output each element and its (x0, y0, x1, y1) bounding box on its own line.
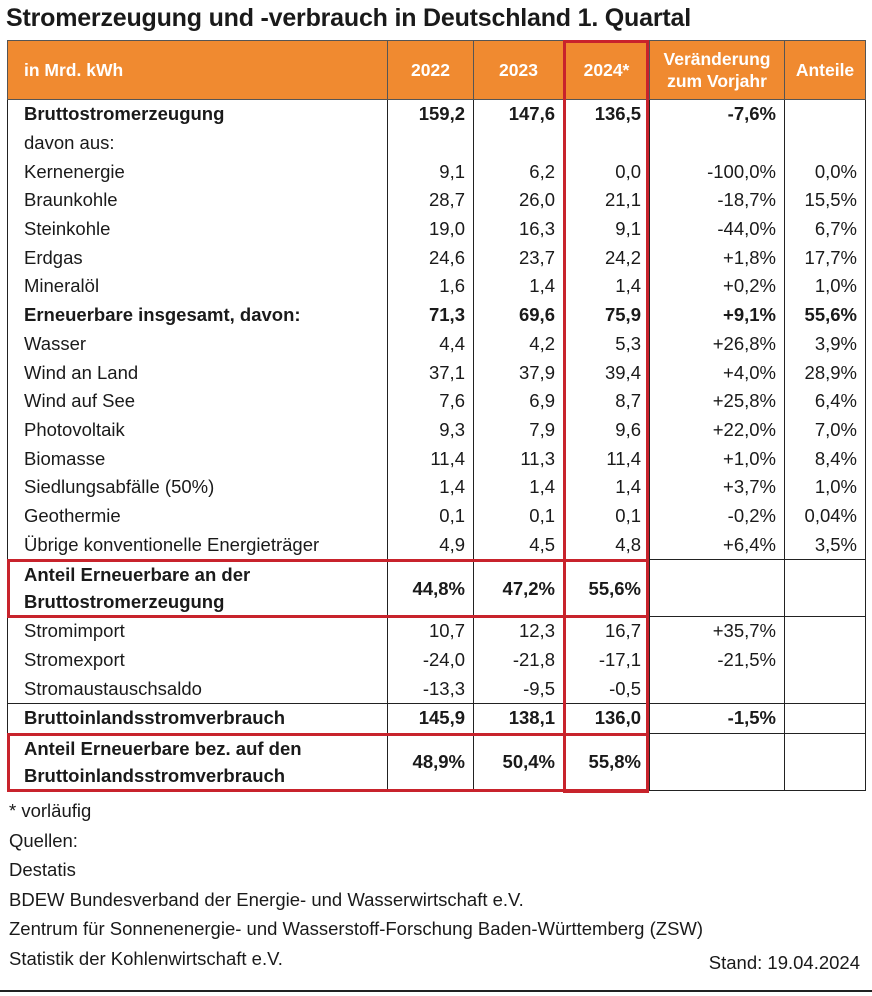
cell-share: 6,7% (785, 215, 866, 244)
cell-2022: 24,6 (388, 243, 474, 272)
cell-2022: 48,9% (388, 733, 474, 790)
row-label-line2: Bruttostromerzeugung (24, 591, 225, 612)
cell-2022: 7,6 (388, 387, 474, 416)
table-row (8, 387, 866, 416)
table-row (8, 416, 866, 445)
cell-2023: 138,1 (474, 704, 564, 734)
cell-share (785, 674, 866, 703)
cell-2022: 9,1 (388, 157, 474, 186)
table-row (8, 129, 866, 158)
cell-change: -100,0% (650, 157, 785, 186)
header-change (650, 41, 785, 100)
cell-change: +25,8% (650, 387, 785, 416)
cell-2024: 39,4 (564, 358, 650, 387)
header-2023: 2023 (474, 41, 564, 100)
row-label-line1: Anteil Erneuerbare bez. auf den (24, 737, 302, 759)
row-label: Braunkohle (8, 186, 388, 215)
cell-2024: 16,7 (564, 617, 650, 646)
cell-change: +22,0% (650, 416, 785, 445)
cell-2022: 28,7 (388, 186, 474, 215)
cell-change: -21,5% (650, 646, 785, 675)
source-item: Zentrum für Sonnenenergie- und Wasserstoff-Forschung Baden-Württemberg (ZSW) (9, 918, 704, 939)
row-label (8, 733, 388, 790)
sources-label: Quellen: (9, 829, 78, 851)
table-row (8, 674, 866, 703)
cell-2024: 24,2 (564, 243, 650, 272)
cell-change: -1,5% (650, 704, 785, 734)
table-row (8, 186, 866, 215)
cell-share: 1,0% (785, 473, 866, 502)
cell-2022: 19,0 (388, 215, 474, 244)
cell-share: 0,0% (785, 157, 866, 186)
table-header-row (8, 41, 866, 100)
cell-2022: 10,7 (388, 617, 474, 646)
table-row-share-consumption (8, 733, 866, 790)
cell-2023: 37,9 (474, 358, 564, 387)
cell-share (785, 704, 866, 734)
table-row (8, 243, 866, 272)
cell-share: 8,4% (785, 444, 866, 473)
cell-2024: 11,4 (564, 444, 650, 473)
cell-share: 28,9% (785, 358, 866, 387)
cell-change (650, 129, 785, 158)
row-label: Stromaustauschsaldo (8, 674, 388, 703)
cell-2023 (474, 129, 564, 158)
energy-table (7, 40, 866, 791)
cell-change: +9,1% (650, 301, 785, 330)
row-label: Mineralöl (8, 272, 388, 301)
row-label: Erneuerbare insgesamt, davon: (8, 301, 388, 330)
cell-share: 1,0% (785, 272, 866, 301)
table-row (8, 157, 866, 186)
cell-2023: 1,4 (474, 272, 564, 301)
cell-share: 55,6% (785, 301, 866, 330)
notes (9, 796, 703, 973)
table-row (8, 473, 866, 502)
cell-2024: 55,8% (564, 733, 650, 790)
table-row (8, 330, 866, 359)
cell-2024 (564, 129, 650, 158)
header-2022: 2022 (388, 41, 474, 100)
cell-change: -7,6% (650, 100, 785, 129)
table-row (8, 301, 866, 330)
cell-2024: 9,6 (564, 416, 650, 445)
cell-2024: 21,1 (564, 186, 650, 215)
cell-2023: 7,9 (474, 416, 564, 445)
cell-change (650, 560, 785, 617)
header-change-line2: zum Vorjahr (667, 71, 767, 91)
cell-share: 6,4% (785, 387, 866, 416)
cell-change: +6,4% (650, 530, 785, 559)
cell-2022: 4,9 (388, 530, 474, 559)
cell-share: 3,5% (785, 530, 866, 559)
table-row (8, 704, 866, 734)
cell-2024: 55,6% (564, 560, 650, 617)
cell-change: +3,7% (650, 473, 785, 502)
cell-share: 0,04% (785, 502, 866, 531)
cell-2023: 4,5 (474, 530, 564, 559)
cell-2023: -9,5 (474, 674, 564, 703)
cell-2024: 136,5 (564, 100, 650, 129)
cell-2024: 9,1 (564, 215, 650, 244)
row-label: Stromexport (8, 646, 388, 675)
row-label: Geothermie (8, 502, 388, 531)
cell-share (785, 560, 866, 617)
cell-2024: 75,9 (564, 301, 650, 330)
cell-change: +35,7% (650, 617, 785, 646)
cell-2022: 4,4 (388, 330, 474, 359)
row-label (8, 560, 388, 617)
table-row (8, 530, 866, 559)
table-row-share-generation (8, 560, 866, 617)
cell-share (785, 129, 866, 158)
cell-2023: 23,7 (474, 243, 564, 272)
cell-change: -18,7% (650, 186, 785, 215)
cell-share (785, 646, 866, 675)
cell-2022: -13,3 (388, 674, 474, 703)
table-row (8, 272, 866, 301)
cell-2023: 26,0 (474, 186, 564, 215)
row-label: Bruttostromerzeugung (8, 100, 388, 129)
table-row (8, 617, 866, 646)
cell-share (785, 733, 866, 790)
cell-share (785, 617, 866, 646)
cell-2024: 0,0 (564, 157, 650, 186)
cell-change: +4,0% (650, 358, 785, 387)
cell-2023: 69,6 (474, 301, 564, 330)
cell-change: +1,8% (650, 243, 785, 272)
cell-2023: 47,2% (474, 560, 564, 617)
cell-2022 (388, 129, 474, 158)
row-label: Wind auf See (8, 387, 388, 416)
cell-2024: 136,0 (564, 704, 650, 734)
cell-2022: 145,9 (388, 704, 474, 734)
cell-2022: 71,3 (388, 301, 474, 330)
cell-2023: 16,3 (474, 215, 564, 244)
table-row (8, 502, 866, 531)
table-row (8, 646, 866, 675)
row-label: Photovoltaik (8, 416, 388, 445)
cell-2024: -0,5 (564, 674, 650, 703)
source-item: Statistik der Kohlenwirtschaft e.V. (9, 947, 283, 969)
cell-2024: 1,4 (564, 272, 650, 301)
cell-share: 15,5% (785, 186, 866, 215)
row-label-line2: Bruttoinlandsstromverbrauch (24, 764, 286, 786)
row-label: Erdgas (8, 243, 388, 272)
cell-2023: 147,6 (474, 100, 564, 129)
cell-2023: 1,4 (474, 473, 564, 502)
cell-2024: 5,3 (564, 330, 650, 359)
cell-2022: 1,6 (388, 272, 474, 301)
cell-change: +26,8% (650, 330, 785, 359)
cell-2023: 12,3 (474, 617, 564, 646)
cell-change (650, 674, 785, 703)
cell-2022: 0,1 (388, 502, 474, 531)
cell-2024: 8,7 (564, 387, 650, 416)
cell-2023: 6,2 (474, 157, 564, 186)
cell-2022: 9,3 (388, 416, 474, 445)
cell-2023: 50,4% (474, 733, 564, 790)
row-label: davon aus: (8, 129, 388, 158)
cell-2023: 6,9 (474, 387, 564, 416)
cell-2024: -17,1 (564, 646, 650, 675)
cell-2022: 1,4 (388, 473, 474, 502)
bottom-rule (0, 990, 872, 992)
cell-change: +1,0% (650, 444, 785, 473)
cell-2023: 0,1 (474, 502, 564, 531)
table-row (8, 444, 866, 473)
cell-change: +0,2% (650, 272, 785, 301)
cell-2024: 4,8 (564, 530, 650, 559)
cell-2023: 11,3 (474, 444, 564, 473)
stand-date: Stand: 19.04.2024 (708, 952, 860, 973)
source-item: Destatis (9, 859, 76, 880)
row-label: Wind an Land (8, 358, 388, 387)
cell-change: -44,0% (650, 215, 785, 244)
row-label: Stromimport (8, 617, 388, 646)
cell-share (785, 100, 866, 129)
source-item: BDEW Bundesverband der Energie- und Wasserwirtschaft e.V. (9, 888, 524, 910)
table-row (8, 215, 866, 244)
row-label: Kernenergie (8, 157, 388, 186)
row-label: Übrige konventionelle Energieträger (8, 530, 388, 559)
cell-2022: 44,8% (388, 560, 474, 617)
table-row (8, 358, 866, 387)
header-2024: 2024* (564, 41, 650, 100)
row-label-line1: Anteil Erneuerbare an der (24, 564, 251, 585)
page-title: Stromerzeugung und -verbrauch in Deutschland 1. Quartal (6, 4, 691, 32)
header-unit: in Mrd. kWh (8, 41, 388, 100)
row-label: Wasser (8, 330, 388, 359)
cell-change: -0,2% (650, 502, 785, 531)
cell-share: 3,9% (785, 330, 866, 359)
cell-share: 7,0% (785, 416, 866, 445)
row-label: Steinkohle (8, 215, 388, 244)
header-change-line1: Veränderung (663, 49, 771, 69)
table-row (8, 100, 866, 129)
header-share: Anteile (785, 41, 866, 100)
cell-2024: 1,4 (564, 473, 650, 502)
cell-2022: 159,2 (388, 100, 474, 129)
cell-change (650, 733, 785, 790)
cell-2023: -21,8 (474, 646, 564, 675)
row-label: Bruttoinlandsstromverbrauch (8, 704, 388, 734)
cell-2024: 0,1 (564, 502, 650, 531)
row-label: Biomasse (8, 444, 388, 473)
footnote: * vorläufig (9, 800, 92, 821)
cell-2022: 11,4 (388, 444, 474, 473)
cell-2022: -24,0 (388, 646, 474, 675)
cell-2022: 37,1 (388, 358, 474, 387)
row-label: Siedlungsabfälle (50%) (8, 473, 388, 502)
cell-2023: 4,2 (474, 330, 564, 359)
cell-share: 17,7% (785, 243, 866, 272)
